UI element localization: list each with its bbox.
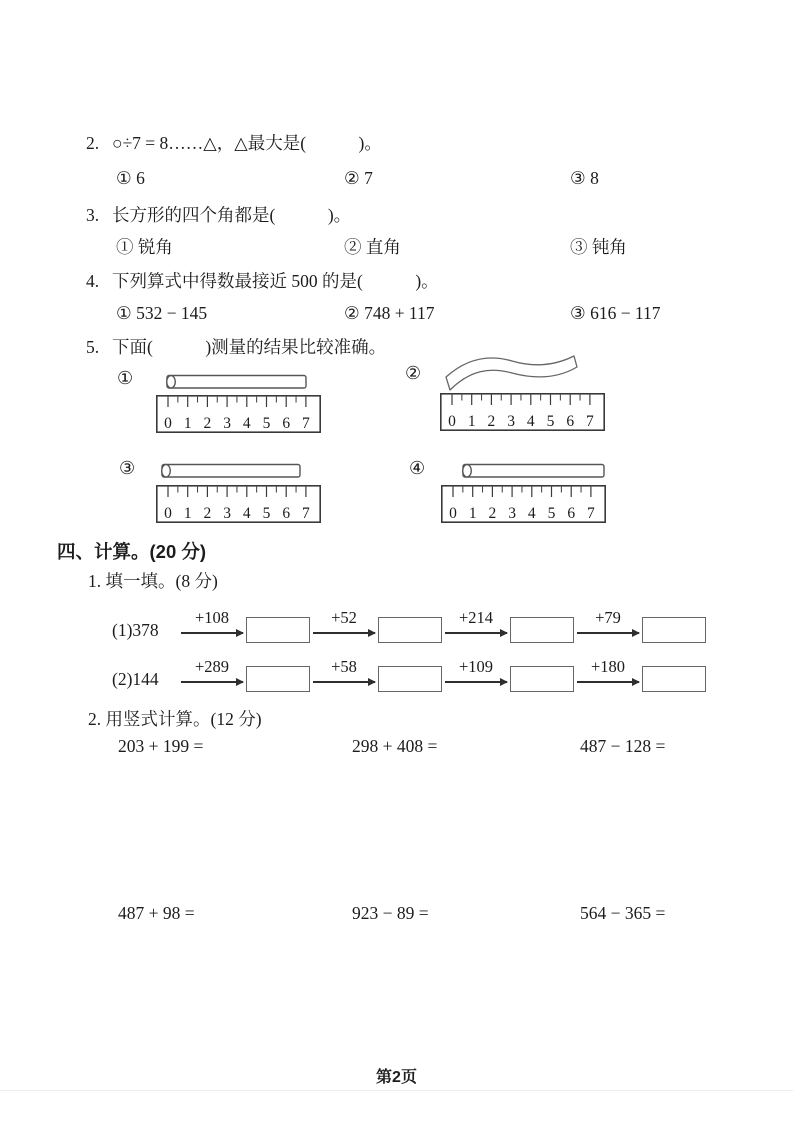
answer-blank-box xyxy=(378,666,442,692)
chain-step xyxy=(310,608,378,634)
section-4-heading: 四、计算。(20 分) xyxy=(57,541,207,562)
question-4-option-2: ② 748 + 117 xyxy=(344,303,435,323)
question-4-options xyxy=(116,300,661,327)
answer-blank-box xyxy=(378,617,442,643)
arrow-icon xyxy=(181,632,243,634)
ruler-icon xyxy=(156,395,321,433)
question-4-option-1: ① 532 − 145 xyxy=(116,303,208,323)
ruler-number: 3 xyxy=(508,505,516,522)
question-4-number: 4. xyxy=(86,271,100,291)
question-2-option-1: ① 6 xyxy=(116,168,145,188)
wavy-strip-icon xyxy=(440,351,605,393)
chain-step xyxy=(178,608,246,634)
ruler-number: 5 xyxy=(262,505,271,522)
ruler-number: 7 xyxy=(302,415,310,432)
ruler-number: 2 xyxy=(203,505,212,522)
question-2-text: ○÷7 = 8……△，△最大是( )。 xyxy=(112,133,382,153)
ruler-number: 4 xyxy=(242,415,251,432)
arrow-icon xyxy=(313,632,375,634)
question-3-option-3: ③ 钝角 xyxy=(570,237,627,257)
rod-icon xyxy=(441,462,606,480)
ruler-number: 7 xyxy=(587,505,595,522)
rod-icon xyxy=(156,373,321,391)
question-4-option-3: ③ 616 − 117 xyxy=(570,303,661,323)
ruler-number: 6 xyxy=(566,413,575,430)
answer-blank-box xyxy=(642,666,706,692)
chain-op-label: +289 xyxy=(194,657,230,677)
chain-op-label: +109 xyxy=(458,657,494,677)
ruler-number: 2 xyxy=(487,413,496,430)
sub-item-1-label: 1. 填一填。(8 分) xyxy=(88,571,218,591)
ruler-number: 6 xyxy=(282,415,291,432)
question-2-option-2: ② 7 xyxy=(344,168,373,188)
ruler-icon xyxy=(441,485,606,523)
ruler-number: 2 xyxy=(488,505,497,522)
calc-expression: 487 − 128 = xyxy=(580,736,666,756)
ruler-number: 1 xyxy=(468,505,477,522)
chain-op-label: +214 xyxy=(458,608,494,628)
chain-step xyxy=(574,657,642,683)
arrow-icon xyxy=(577,681,639,683)
chain-op-label: +180 xyxy=(590,657,626,677)
calc-expression: 298 + 408 = xyxy=(352,736,438,756)
ruler-number: 3 xyxy=(223,505,231,522)
footer-divider xyxy=(0,1090,793,1091)
ruler-number: 4 xyxy=(526,413,535,430)
ruler-number: 0 xyxy=(164,415,172,432)
chain-step xyxy=(574,608,642,634)
question-5-text: 下面( )测量的结果比较准确。 xyxy=(112,337,387,357)
chain-op-label: +108 xyxy=(194,608,230,628)
chain-start-value: (2)144 xyxy=(112,668,159,689)
question-4-text: 下列算式中得数最接近 500 的是( )。 xyxy=(112,271,439,291)
page-number: 第2页 xyxy=(376,1069,417,1086)
arrow-icon xyxy=(181,681,243,683)
arrow-icon xyxy=(577,632,639,634)
chain-step xyxy=(442,657,510,683)
figure-2-badge: ② xyxy=(405,363,422,383)
ruler-number: 1 xyxy=(183,505,192,522)
fill-chain-2 xyxy=(112,659,706,699)
ruler-number: 5 xyxy=(547,505,556,522)
ruler-number: 4 xyxy=(242,505,251,522)
calc-expression: 564 − 365 = xyxy=(580,903,666,923)
ruler-number: 3 xyxy=(223,415,231,432)
ruler-icon xyxy=(156,485,321,523)
arrow-icon xyxy=(445,632,507,634)
chain-op-label: +52 xyxy=(331,608,357,628)
ruler-number: 0 xyxy=(164,505,172,522)
answer-blank-box xyxy=(246,666,310,692)
ruler-number: 6 xyxy=(567,505,576,522)
ruler-number: 0 xyxy=(448,413,456,430)
ruler-number: 2 xyxy=(203,415,212,432)
fill-chain-1 xyxy=(112,610,706,650)
chain-start-value: (1)378 xyxy=(112,619,159,640)
figure-3-badge: ③ xyxy=(119,458,136,478)
ruler-number: 1 xyxy=(467,413,476,430)
answer-blank-box xyxy=(510,666,574,692)
arrow-icon xyxy=(445,681,507,683)
calc-expression: 923 − 89 = xyxy=(352,903,429,923)
ruler-number: 5 xyxy=(546,413,555,430)
figure-1-badge: ① xyxy=(117,368,134,388)
answer-blank-box xyxy=(246,617,310,643)
answer-blank-box xyxy=(510,617,574,643)
question-2 xyxy=(86,130,382,157)
question-4 xyxy=(86,268,439,295)
ruler-number: 6 xyxy=(282,505,291,522)
question-3-option-1: ① 锐角 xyxy=(116,237,173,257)
chain-step xyxy=(178,657,246,683)
question-2-number: 2. xyxy=(86,133,100,153)
ruler-number: 5 xyxy=(262,415,271,432)
question-3 xyxy=(86,202,351,229)
question-3-number: 3. xyxy=(86,205,100,225)
chain-step xyxy=(310,657,378,683)
rod-icon xyxy=(156,462,321,480)
question-5 xyxy=(86,334,386,361)
ruler-icon xyxy=(440,393,605,431)
question-3-options xyxy=(116,234,627,261)
ruler-number: 4 xyxy=(527,505,536,522)
ruler-number: 7 xyxy=(586,413,594,430)
figure-4-badge: ④ xyxy=(409,458,426,478)
chain-op-label: +79 xyxy=(595,608,621,628)
chain-op-label: +58 xyxy=(331,657,357,677)
ruler-number: 3 xyxy=(507,413,515,430)
calc-expression: 487 + 98 = xyxy=(118,903,195,923)
question-3-option-2: ② 直角 xyxy=(344,237,401,257)
ruler-number: 0 xyxy=(449,505,457,522)
sub-item-2-label: 2. 用竖式计算。(12 分) xyxy=(88,709,262,729)
chain-step xyxy=(442,608,510,634)
ruler-number: 7 xyxy=(302,505,310,522)
calc-expression: 203 + 199 = xyxy=(118,736,204,756)
question-2-option-3: ③ 8 xyxy=(570,168,599,188)
question-3-text: 长方形的四个角都是( )。 xyxy=(112,205,352,225)
question-2-options xyxy=(116,165,599,192)
question-5-number: 5. xyxy=(86,337,100,357)
ruler-number: 1 xyxy=(183,415,192,432)
answer-blank-box xyxy=(642,617,706,643)
arrow-icon xyxy=(313,681,375,683)
